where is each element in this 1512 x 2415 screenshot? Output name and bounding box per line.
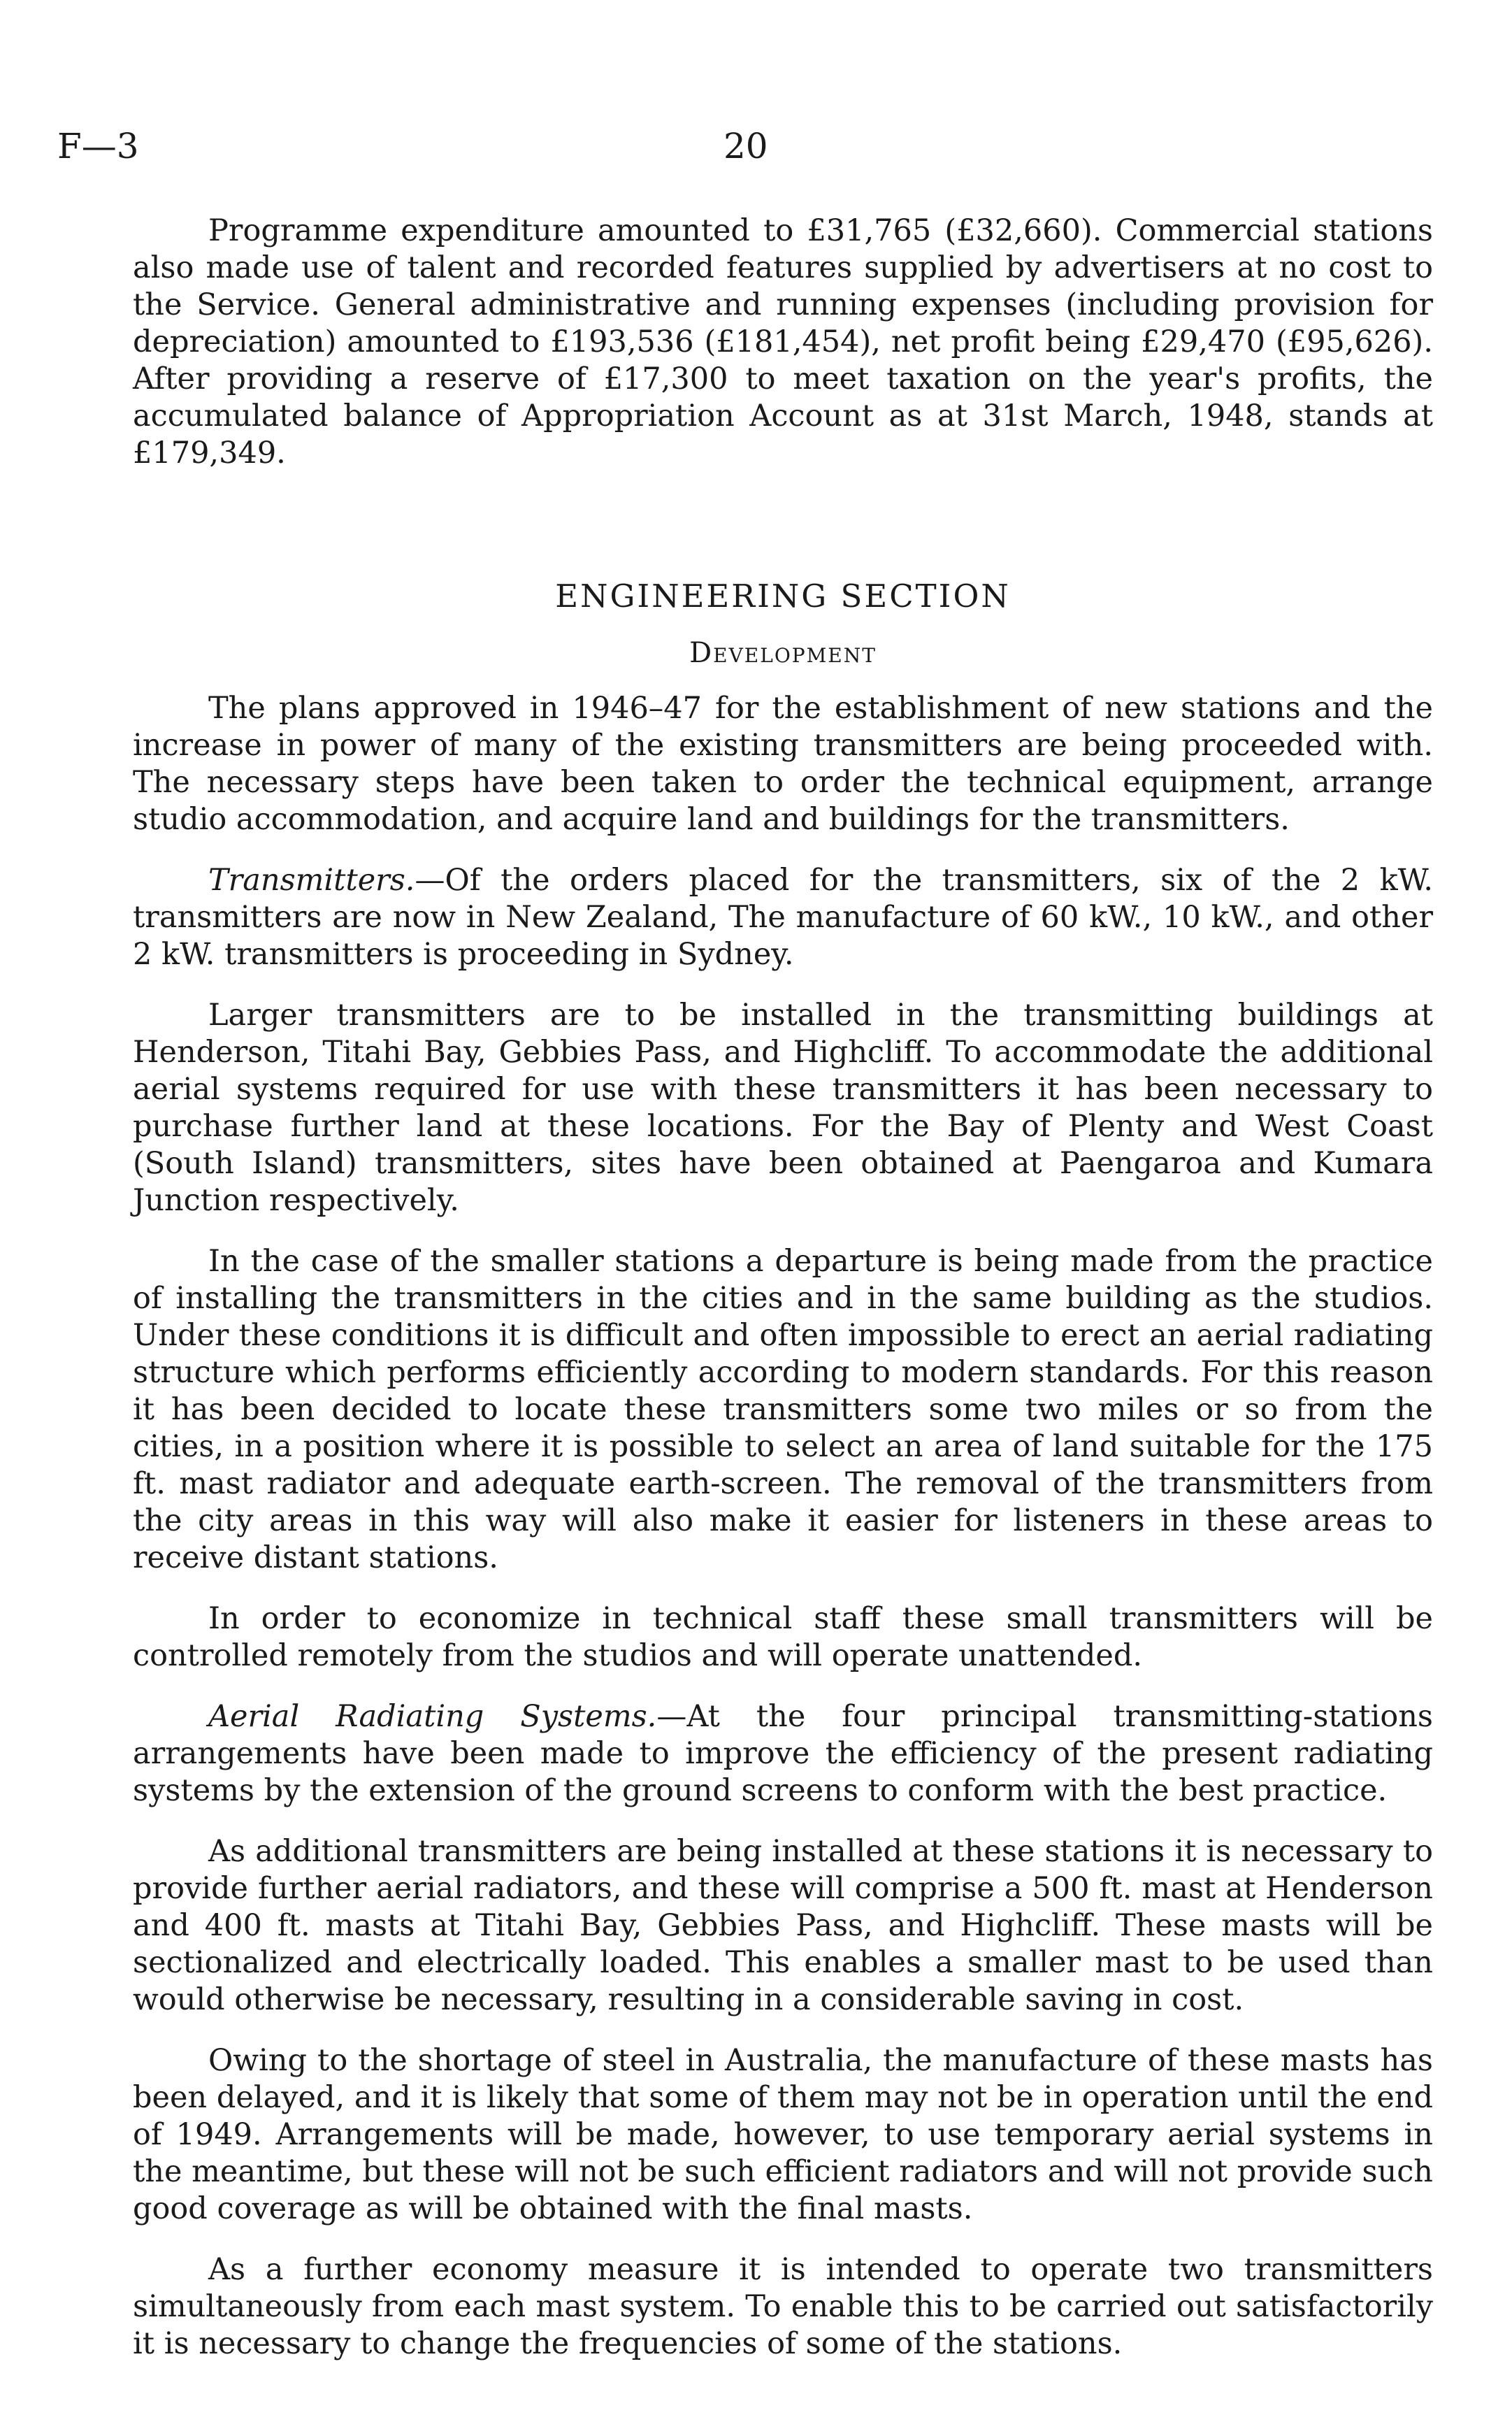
intro-paragraph: Programme expenditure amounted to £31,765 (£32,660). Commercial stations also made use of talent and recorded features supplied by advertisers at no cost to the Service. General administrative and running expenses (including provision for depreciation) amounted to £193,536 (£181,454), net profit being £29,470 (£95,626). After providing a reserve of £17,300 to meet taxation on the year's profits, the accumulated balance of Appropriation Account as at 31st March, 1948, stands at £179,349. xyxy=(133,213,1433,471)
paragraph-text: Owing to the shortage of steel in Australia, the manufacture of these masts has been delayed, and it is likely that some of them may not be in operation until the end of 1949. Arrangements will be made, however, to use temporary aerial systems in the meantime, but these will not be such efficient radiators and will not provide such good coverage as will be obtained with the final masts. xyxy=(133,2043,1433,2226)
paragraph-text: In order to economize in technical staff these small transmitters will be controlled remotely from the studios and will operate unattended. xyxy=(133,1601,1433,1673)
paragraph-lead-in: Aerial Radiating Systems. xyxy=(208,1699,657,1734)
section-title: ENGINEERING SECTION xyxy=(555,578,1011,615)
paragraph-transmitters xyxy=(133,862,1433,973)
page-number: 20 xyxy=(723,126,768,166)
paragraph-smaller-stations xyxy=(133,1243,1433,1577)
paragraph-text: In the case of the smaller stations a departure is being made from the practice of installing the transmitters in the cities and in the same building as the studios. Under these conditions it is difficult and often impossible to erect an aerial radiating structure which performs efficiently according to modern standards. For this reason it has been decided to locate these transmitters some two miles or so from the cities, in a position where it is possible to select an area of land suitable for the 175 ft. mast radiator and adequate earth-screen. The removal of the transmitters from the city areas in this way will also make it easier for listeners in these areas to receive distant stations. xyxy=(133,1244,1433,1575)
document-reference: F—3 xyxy=(57,126,139,166)
paragraph-economy-measure xyxy=(133,2251,1433,2363)
paragraph-larger-transmitters xyxy=(133,997,1433,1219)
paragraph-economize xyxy=(133,1600,1433,1675)
page-header xyxy=(57,126,1433,182)
subsection-title: Development xyxy=(689,637,877,669)
paragraph-aerial-radiating-systems xyxy=(133,1698,1433,1810)
paragraph-additional-transmitters xyxy=(133,1833,1433,2019)
paragraph-text: The plans approved in 1946–47 for the establishment of new stations and the increase in power of many of the existing transmitters are being proceeded with. The necessary steps have been taken to order the technical equipment, arrange studio accommodation, and acquire land and buildings for the transmitters. xyxy=(133,691,1433,837)
paragraph-text: —Of the orders placed for the transmitters, six of the 2 kW. transmitters are now in New Zealand, The manufacture of 60 kW., 10 kW., and other 2 kW. transmitters is proceeding in Sydney. xyxy=(133,863,1433,972)
document-page xyxy=(57,126,1433,2386)
paragraph-text: As a further economy measure it is intended to operate two transmitters simultaneously from each mast system. To enable this to be carried out satisfactorily it is necessary to change the frequencies of some of the stations. xyxy=(133,2252,1433,2361)
paragraph-steel-shortage xyxy=(133,2042,1433,2228)
paragraph-plans xyxy=(133,690,1433,838)
paragraph-text: Larger transmitters are to be installed in the transmitting buildings at Henderson, Titahi Bay, Gebbies Pass, and Highcliff. To accommodate the additional aerial systems required for use with these transmitters it has been necessary to purchase further land at these locations. For the Bay of Plenty and West Coast (South Island) transmitters, sites have been obtained at Paengaroa and Kumara Junction respectively. xyxy=(133,998,1433,1218)
paragraph-lead-in: Transmitters. xyxy=(208,863,415,898)
paragraph-text: As additional transmitters are being installed at these stations it is necessary to provide further aerial radiators, and these will comprise a 500 ft. mast at Henderson and 400 ft. masts at Titahi Bay, Gebbies Pass, and Highcliff. These masts will be sectionalized and electrically loaded. This enables a smaller mast to be used than would otherwise be necessary, resulting in a considerable saving in cost. xyxy=(133,1834,1433,2017)
paragraph-text: —At the four principal transmitting-stations arrangements have been made to improve the efficiency of the present radiating systems by the extension of the ground screens to conform with the best practice. xyxy=(133,1699,1433,1808)
